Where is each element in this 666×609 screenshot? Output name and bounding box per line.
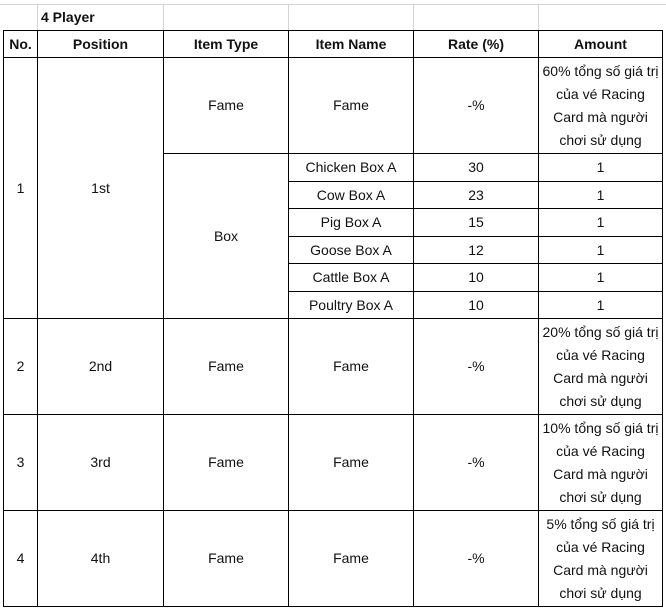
gridline [538,4,539,30]
header-amount: Amount [574,35,627,52]
row-2-amount: 20% tổng số giá trị của vé Racing Card mà người chơi sử dụng [542,323,659,409]
row-3-item-name: Fame [333,454,369,470]
table-border [3,606,663,607]
header-rate: Rate (%) [447,35,504,52]
row-2-position: 2nd [88,358,113,374]
row-4-no: 4 [16,550,25,566]
row-1-fame-name: Fame [333,97,369,113]
row-3-no: 3 [16,454,25,470]
gridline [413,4,414,30]
row-4-item-type: Fame [208,550,244,566]
row-1-fame-amount: 60% tổng số giá trị của vé Racing Card mà người chơi sử dụng [542,62,659,148]
gridline [288,4,289,30]
row-2-no: 2 [16,358,25,374]
box-item-amount: 1 [596,269,605,285]
header-item-name: Item Name [315,35,387,52]
box-item-rate: 10 [468,269,484,285]
row-4-position: 4th [90,550,111,566]
box-item-name: Poultry Box A [308,296,394,313]
box-item-name: Cattle Box A [312,269,390,285]
row-1-fame-rate: -% [467,97,485,113]
header-no: No. [9,35,32,52]
box-item-rate: 30 [468,159,484,175]
box-item-amount: 1 [596,214,605,230]
row-2-item-type: Fame [208,358,244,374]
row-2-rate: -% [467,358,485,374]
row-2-item-name: Fame [333,358,369,374]
box-item-name: Pig Box A [320,214,382,230]
table-border [662,30,663,607]
header-item-type: Item Type [193,35,259,52]
box-item-rate: 23 [468,186,484,203]
gridline [163,4,164,30]
row-4-item-name: Fame [333,550,369,566]
box-item-rate: 15 [468,214,484,230]
box-item-amount: 1 [596,296,605,313]
row-1-no: 1 [16,179,25,196]
box-item-name: Chicken Box A [305,159,397,175]
box-item-amount: 1 [596,159,605,175]
row-4-amount: 5% tổng số giá trị của vé Racing Card mà người chơi sử dụng [546,515,655,601]
box-item-amount: 1 [596,241,605,258]
box-item-rate: 10 [468,296,484,313]
row-3-position: 3rd [90,454,111,470]
row-1-box-type: Box [213,227,239,244]
row-3-item-type: Fame [208,454,244,470]
row-4-rate: -% [467,550,485,566]
sheet-title: 4 Player [41,9,95,25]
row-3-amount: 10% tổng số giá trị của vé Racing Card mà người chơi sử dụng [542,419,659,505]
box-item-name: Cow Box A [316,186,386,203]
row-1-position: 1st [91,179,110,196]
row-1-fame-type: Fame [208,97,244,113]
box-item-amount: 1 [596,186,605,203]
row-3-rate: -% [467,454,485,470]
box-item-rate: 12 [468,241,484,258]
box-item-name: Goose Box A [310,241,392,258]
header-position: Position [72,35,129,52]
